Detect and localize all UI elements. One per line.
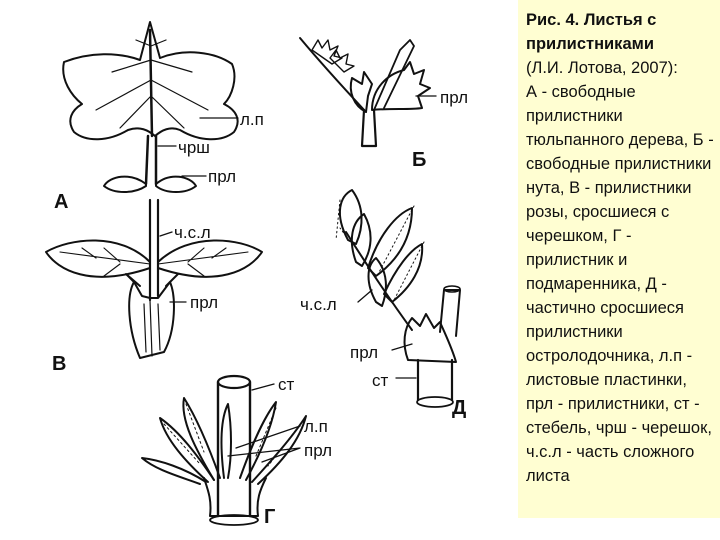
rose-leaflet-veins bbox=[60, 248, 248, 276]
bedstraw-stem-top bbox=[218, 376, 250, 388]
chickpea-leaflet-cluster bbox=[312, 40, 354, 72]
oxytropis-stem-base bbox=[417, 397, 453, 407]
panel-letter-d: Д bbox=[452, 397, 467, 419]
caption-panel bbox=[518, 0, 720, 518]
oxytropis-leaflet-1 bbox=[340, 190, 362, 244]
panel-letter-a: А bbox=[54, 191, 69, 213]
rose-rachis bbox=[150, 200, 158, 300]
panel-g-drawing bbox=[142, 376, 306, 528]
oxytropis-leaflet-2 bbox=[368, 208, 412, 276]
oxytropis-label-pointers bbox=[358, 290, 416, 378]
label-a-leaf-blade: л.п bbox=[240, 110, 264, 129]
bedstraw-leaf-3 bbox=[221, 404, 231, 478]
oxytropis-leaflet-5 bbox=[369, 258, 386, 306]
chickpea-broken-stem-tip bbox=[374, 40, 414, 110]
label-b-stipules: прл bbox=[440, 88, 468, 107]
label-a-petiole: чрш bbox=[178, 138, 210, 157]
panel-b-drawing bbox=[300, 38, 436, 146]
tulip-stipule-right bbox=[156, 177, 196, 192]
label-g-stipules: прл bbox=[304, 441, 332, 460]
label-a-stipules: прл bbox=[208, 167, 236, 186]
oxytropis-stipules bbox=[405, 314, 456, 362]
panel-letter-v: В bbox=[52, 353, 67, 375]
rose-stipule-right-tip bbox=[166, 274, 178, 286]
oxytropis-stem bbox=[418, 360, 452, 400]
oxytropis-leaflet-4 bbox=[384, 244, 422, 302]
panel-d-drawing bbox=[336, 190, 460, 407]
label-g-leaf-blade: л.п bbox=[304, 417, 328, 436]
label-g-stem: ст bbox=[278, 375, 295, 394]
panel-letter-g: Г bbox=[264, 506, 276, 528]
chickpea-stipule-right bbox=[372, 62, 430, 110]
caption-body: (Л.И. Лотова, 2007): А - свободные прилистники тюльпанного дерева, Б - свободные прилистники нута, В - прилистники розы, сросшиеся с черешком, Г - прилистник и подмаренника, Д - частично сросшиеся прилистники остролодочника, л.п - листовые пластинки, прл - прилистники, ст - стебель, чрш - черешок, ч.с.л - часть сложного листа bbox=[526, 59, 714, 485]
bedstraw-stem bbox=[218, 382, 250, 516]
rose-leaflet-right bbox=[158, 240, 262, 276]
label-d-stem: ст bbox=[372, 371, 389, 390]
label-d-compound-leaf-part: ч.с.л bbox=[300, 295, 337, 314]
rose-leaflet-left bbox=[46, 240, 150, 276]
rose-petiole-inner bbox=[144, 300, 160, 356]
caption-title: Рис. 4. Листья с прилистниками bbox=[526, 11, 657, 53]
label-v-stipules: прл bbox=[190, 293, 218, 312]
tulip-stipule-left bbox=[104, 177, 146, 192]
tulip-petiole bbox=[146, 136, 156, 184]
figure-caption bbox=[526, 8, 714, 488]
panel-v-drawing bbox=[46, 200, 262, 358]
label-d-stipules: прл bbox=[350, 343, 378, 362]
label-v-compound-leaf-part: ч.с.л bbox=[174, 223, 211, 242]
panel-letter-b: Б bbox=[412, 149, 427, 171]
bedstraw-whorl-base bbox=[204, 478, 266, 516]
chickpea-stem bbox=[362, 110, 376, 146]
